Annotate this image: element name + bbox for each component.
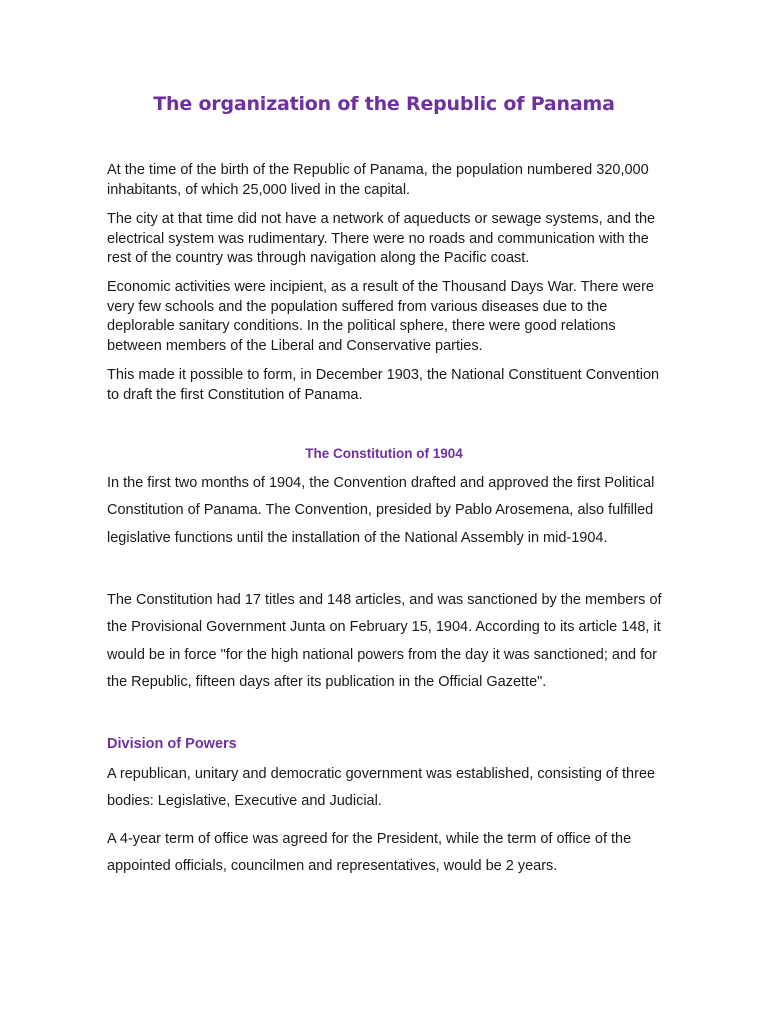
page-title: The organization of the Republic of Panama	[153, 93, 615, 115]
paragraph-government-bodies: A republican, unitary and democratic government was established, consisting of three bodies: Legislative, Executive and Judicial.	[107, 766, 656, 810]
paragraph-city: The city at that time did not have a network of aqueducts or sewage systems, and the electrical system was rudimentary. There were no roads and communication with the rest of the country was through navigation along the Pacific coast.	[107, 211, 656, 266]
section-heading-division-of-powers: Division of Powers	[107, 736, 237, 752]
paragraph-constitution-articles: The Constitution had 17 titles and 148 articles, and was sanctioned by the members of the Provisional Government Junta on February 15, 1904. According to its article 148, it would be in force "for the high national powers from the day it was sanctioned; and for the Republic, fifteen days after its publication in the Official Gazette".	[107, 592, 662, 690]
paragraph-constitution-drafting: In the first two months of 1904, the Convention drafted and approved the first Political Constitution of Panama. The Convention, presided by Pablo Arosemena, also fulfilled legislative functions until the installation of the National Assembly in mid-1904.	[107, 475, 655, 546]
paragraph-economy: Economic activities were incipient, as a result of the Thousand Days War. There were very few schools and the population suffered from various diseases due to the deplorable sanitary conditions. In the political sphere, there were good relations between members of the Liberal and Conservative parties.	[107, 279, 654, 354]
section-heading-constitution: The Constitution of 1904	[305, 446, 463, 461]
paragraph-terms-of-office: A 4-year term of office was agreed for the President, while the term of office of the appointed officials, councilmen and representatives, would be 2 years.	[107, 831, 632, 875]
paragraph-population: At the time of the birth of the Republic of Panama, the population numbered 320,000 inhabitants, of which 25,000 lived in the capital.	[107, 162, 649, 198]
paragraph-convention: This made it possible to form, in December 1903, the National Constituent Convention to draft the first Constitution of Panama.	[107, 367, 660, 403]
